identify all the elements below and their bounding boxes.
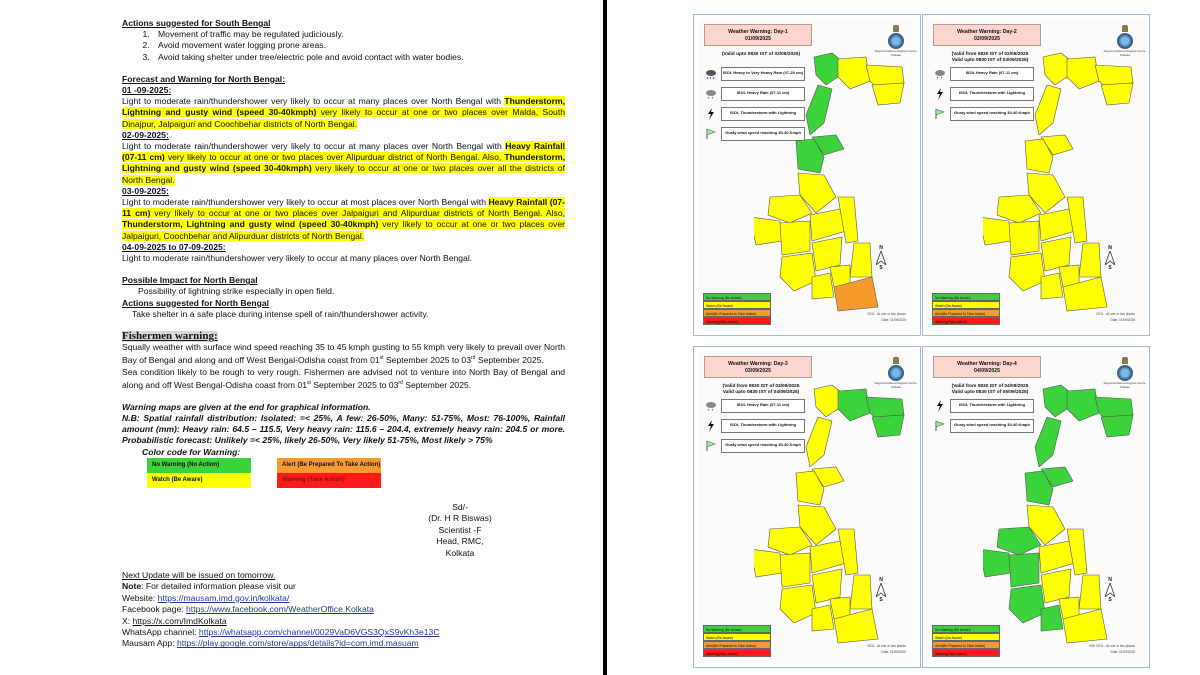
- map-region-jalpaiguri: [838, 389, 870, 421]
- x-link[interactable]: https://x.com/ImdKolkata: [132, 615, 227, 626]
- map-region-coochbehar: [1101, 83, 1133, 105]
- lightning-icon: [934, 87, 946, 101]
- lightning-icon: [705, 419, 717, 433]
- warning-legend-item: No Warning (No Action): [932, 625, 1000, 633]
- map-legend-label: Gusty wind speed reaching 30-40 Kmph: [721, 127, 805, 141]
- warning-legend-item: No Warning (No Action): [703, 293, 771, 301]
- north-impact-title: Possible Impact for North Bengal: [122, 275, 258, 286]
- map-legend-label: Gusty wind speed reaching 30-40 Kmph: [950, 107, 1034, 121]
- north-actions-title: Actions suggested for North Bengal: [122, 297, 270, 308]
- map-region-purulia: [754, 549, 782, 577]
- map-region-paschim-medinipur: [1009, 585, 1045, 623]
- weather-warning-map-day-3: [693, 346, 921, 668]
- rain-cloud-icon: [934, 67, 946, 81]
- imd-logo-icon: [888, 33, 904, 49]
- facebook-link[interactable]: https://www.facebook.com/WeatherOffice.Kolkata: [186, 604, 374, 615]
- warning-legend-item: Watch (Be Aware): [703, 633, 771, 641]
- map-title-box: [704, 24, 812, 46]
- color-code-legend: [122, 458, 565, 492]
- north-impact-text: Possibility of lightning strike especially in open field.: [138, 286, 335, 297]
- map-region-purulia: [983, 549, 1011, 577]
- map-legend-label: ISOL Heavy to Very Heavy Rain (07-20 cm): [721, 67, 805, 81]
- north-arrow-icon: [1105, 583, 1115, 597]
- weather-warning-map-day-1: [693, 14, 921, 336]
- warning-legend-item: Watch (Be Aware): [932, 633, 1000, 641]
- warning-legend-item: Warning(Take Action): [703, 649, 771, 657]
- map-region-paschim-medinipur: [780, 253, 816, 291]
- map-region-purba-medinipur: [1041, 273, 1063, 299]
- warning-legend-item: Alert(Be Prepared to Take Action): [703, 309, 771, 317]
- map-footnote: N.B: ISOL - At one or two places Date: 01/09/2025: [1089, 644, 1135, 654]
- imd-logo-icon: [1117, 33, 1133, 49]
- warning-legend-item: Watch (Be Aware): [703, 301, 771, 309]
- map-region-paschim-medinipur: [780, 585, 816, 623]
- north-arrow: N S: [1103, 577, 1117, 603]
- map-region-paschim-medinipur: [1009, 253, 1045, 291]
- map-region-bardhaman: [1039, 541, 1075, 573]
- imd-logo-icon: [1117, 365, 1133, 381]
- map-region-purba-medinipur: [812, 605, 834, 631]
- map-legend-label: ISOL Heavy Rain (07-11 cm): [721, 399, 805, 413]
- map-title: Weather Warning: Day-1: [728, 29, 788, 35]
- north-actions-text: Take shelter in a safe place during intense spell of rain/thundershower activity.: [132, 308, 429, 319]
- imd-logo-icon: [888, 365, 904, 381]
- x-line: X: https://x.com/ImdKolkata: [122, 615, 227, 626]
- warning-legend-item: Watch (Be Aware): [932, 301, 1000, 309]
- map-region-hooghly: [1041, 569, 1071, 603]
- forecast-paragraph: Light to moderate rain/thundershower very likely to occur at many places over North Bengal with Heavy Rainfall (07-11 cm) very likely to occur at one or two places over Alipurduar district of North Bengal. Also, Thunderstorm, Lightning and gusty wind (speed 30-40kmph) very likely to occur at one or two places over all the districts of North Bengal.: [122, 141, 565, 185]
- map-title: Weather Warning: Day-2: [957, 29, 1017, 35]
- whatsapp-line: WhatsApp channel: https://whatsapp.com/channel/0029VaD6VGS3QxS9vKh3e13C: [122, 627, 440, 638]
- map-region-purba-medinipur: [812, 273, 834, 299]
- weather-warning-map-day-2: [922, 14, 1150, 336]
- fishermen-warning-title: Fishermen warning:: [122, 330, 218, 343]
- app-line: Mausam App: https://play.google.com/store/apps/details?id=com.imd.masuam: [122, 638, 419, 649]
- note-line: Note: For detailed information please visit our: [122, 581, 296, 592]
- map-region-bardhaman: [1039, 209, 1075, 241]
- signature-block: [422, 502, 498, 559]
- map-legend-label: ISOL Heavy Rain (07-11 cm): [950, 67, 1034, 81]
- map-validity: (Valid from 0830 IST of 02/09/2025 Valid upto 0830 IST of 03/09/2025): [951, 52, 1029, 63]
- map-region-bardhaman: [810, 209, 846, 241]
- lightning-icon: [705, 107, 717, 121]
- map-title-box: [933, 24, 1041, 46]
- map-region-north-24-parganas: [1079, 243, 1101, 277]
- map-legend-label: ISOL Thunderstorm with Lightning: [950, 399, 1034, 413]
- map-date: 03/09/2025: [745, 368, 771, 374]
- lightning-icon: [934, 399, 946, 413]
- map-legend-label: ISOL Heavy Rain (07-11 cm): [721, 87, 805, 101]
- north-arrow: N S: [874, 245, 888, 271]
- map-region-coochbehar: [1101, 415, 1133, 437]
- forecast-paragraph: Light to moderate rain/thundershower very likely to occur at many places over North Bengal.: [122, 253, 473, 264]
- warning-legend-item: Alert(Be Prepared to Take Action): [932, 309, 1000, 317]
- map-title: Weather Warning: Day-4: [957, 361, 1017, 367]
- fishermen-paragraph: Sea condition likely to be rough to very rough. Fishermen are advised not to venture into North Bay of Bengal and along and off West Bengal-Odisha coast from 01st September 2025 to 03rd September 2025.: [122, 366, 565, 390]
- map-region-jalpaiguri: [1067, 57, 1099, 89]
- warning-legend-item: Warning(Take Action): [932, 317, 1000, 325]
- map-region-uttar-dinajpur: [1035, 417, 1061, 467]
- map-title: Weather Warning: Day-3: [728, 361, 788, 367]
- page-divider: [603, 0, 607, 675]
- org-name: Regional Meteorological Centre, Kolkata: [1103, 381, 1147, 389]
- gusty-wind-flag-icon: [934, 419, 946, 433]
- map-region-bankura: [780, 221, 810, 255]
- map-date: 01/09/2025: [745, 36, 771, 42]
- map-validity: (Valid from 0830 IST of 03/09/2025 Valid upto 0830 IST of 04/09/2025): [722, 384, 800, 395]
- map-region-hooghly: [812, 237, 842, 271]
- website-line: Website: https://mausam.imd.gov.in/kolkata/: [122, 592, 290, 603]
- map-footnote: ISOL - At one or two places Date: 01/09/2025: [867, 644, 906, 654]
- signature-office: Head, RMC, Kolkata: [436, 536, 484, 558]
- forecast-date: 03-09-2025:: [122, 185, 169, 196]
- list-item: 2. Avoid movement water logging prone areas.: [152, 40, 565, 51]
- color-code-watch: Watch (Be Aware): [147, 473, 251, 488]
- weather-warning-map-day-4: [922, 346, 1150, 668]
- color-code-title: Color code for Warning:: [142, 446, 241, 457]
- west-bengal-warning-map: [754, 45, 914, 315]
- forecast-date: 02-09-2025:: [122, 129, 169, 140]
- west-bengal-warning-map: [754, 377, 914, 647]
- warning-legend-item: Alert(Be Prepared to Take Action): [703, 641, 771, 649]
- org-name: Regional Meteorological Centre, Kolkata: [1103, 49, 1147, 57]
- north-arrow-icon: [1105, 251, 1115, 265]
- map-region-north-24-parganas: [850, 243, 872, 277]
- map-date: 02/09/2025: [974, 36, 1000, 42]
- map-region-alipurduar: [1095, 65, 1133, 85]
- map-region-bardhaman: [810, 541, 846, 573]
- list-item: 3. Avoid taking shelter under tree/electric pole and avoid contact with water bodies.: [152, 52, 565, 63]
- warning-color-legend: [703, 293, 771, 325]
- map-region-purulia: [983, 217, 1011, 245]
- facebook-line: Facebook page: https://www.facebook.com/WeatherOffice.Kolkata: [122, 604, 374, 615]
- warning-legend-item: No Warning (No Action): [703, 625, 771, 633]
- list-item: 1. Movement of traffic may be regulated judiciously.: [152, 29, 565, 40]
- ashoka-emblem-icon: [1122, 25, 1128, 32]
- gusty-wind-flag-icon: [705, 127, 717, 141]
- nb-note: N.B: Spatial rainfall distribution: Isolated: =< 25%, A few: 26-50%, Many: 51-75%, Most: 76-100%, Rainfall amount (mm): Heavy rain: 64.5 – 115.5, Very heavy rain: 115.6 – 204.4, extremely heavy rain: 204.5 or more. Probabilistic forecast: Unlikely =< 25%, likely 26-50%, Very likely 51-75%, Most likely > 75%: [122, 413, 565, 446]
- north-arrow: N S: [874, 577, 888, 603]
- org-name: Regional Meteorological Centre, Kolkata: [874, 381, 918, 389]
- gusty-wind-flag-icon: [934, 107, 946, 121]
- imd-emblem: [874, 357, 918, 389]
- north-arrow-icon: [876, 583, 886, 597]
- map-region-uttar-dinajpur: [806, 417, 832, 467]
- rain-cloud-icon: [705, 399, 717, 413]
- forecast-date: 04-09-2025 to 07-09-2025:: [122, 241, 226, 252]
- whatsapp-link[interactable]: https://whatsapp.com/channel/0029VaD6VGS3QxS9vKh3e13C: [198, 627, 440, 638]
- north-arrow: N S: [1103, 245, 1117, 271]
- warning-color-legend: [932, 625, 1000, 657]
- signature-sd: Sd/-: [452, 502, 468, 512]
- app-link[interactable]: https://play.google.com/store/apps/details?id=com.imd.masuam: [176, 638, 419, 649]
- forecast-paragraph: Light to moderate rain/thundershower very likely to occur at most places over North Bengal with Heavy Rainfall (07-11 cm) very likely to occur at one or two places over Jalpaiguri and Alipurduar districts of North Bengal. Also, Thunderstorm, Lightning and gusty wind (speed 30-40kmph) very likely to occur at one or two places over Jalpaiguri, Coochbehar and Alipurduar districts of North Bengal.: [122, 197, 565, 241]
- heavy-rain-cloud-icon: [705, 67, 717, 81]
- website-link[interactable]: https://mausam.imd.gov.in/kolkata/: [157, 592, 290, 603]
- forecast-paragraph: Light to moderate rain/thundershower very likely to occur at many places over North Bengal with Thunderstorm, Lightning and gusty wind (speed 30-40kmph) very likely to occur at one or two places over Malda, South Dinajpur, Jalpaiguri and Coochbehar districts of North Bengal.: [122, 96, 565, 129]
- map-region-coochbehar: [872, 83, 904, 105]
- map-validity: (Valid from 0830 IST of 04/09/2025 Valid upto 0830 IST of 05/09/2025): [951, 384, 1029, 395]
- signature-name: (Dr. H R Biswas): [428, 513, 492, 524]
- west-bengal-warning-map: [983, 45, 1143, 315]
- warning-color-legend: [703, 625, 771, 657]
- bulletin-text: [122, 18, 565, 492]
- map-footnote: ISOL - At one or two places Date: 31/08/2025: [867, 312, 906, 322]
- fishermen-paragraph: Squally weather with surface wind speed reaching 35 to 45 kmph gusting to 55 kmph very likely to prevail over North Bay of Bengal and along and off West Bengal-Odisha coast from 01st September 2025 to 03rd September 2025.: [122, 342, 565, 366]
- map-region-jalpaiguri: [838, 57, 870, 89]
- map-validity: (Valid upto 0830 IST of 02/09/2025): [721, 52, 801, 57]
- map-region-purulia: [754, 217, 782, 245]
- map-region-bankura: [780, 553, 810, 587]
- warning-color-legend: [932, 293, 1000, 325]
- color-code-warning: Warning (Take Action): [277, 473, 381, 488]
- map-region-jalpaiguri: [1067, 389, 1099, 421]
- north-forecast-title: Forecast and Warning for North Bengal:: [122, 73, 285, 84]
- map-region-alipurduar: [1095, 397, 1133, 417]
- imd-emblem: [1103, 357, 1147, 389]
- warning-legend-item: Warning(Take Action): [703, 317, 771, 325]
- map-legend-label: ISOL Thunderstorm with Lightning: [721, 107, 805, 121]
- warning-legend-item: Alert(Be Prepared to Take Action): [932, 641, 1000, 649]
- south-actions-title: Actions suggested for South Bengal: [122, 18, 271, 28]
- map-region-north-24-parganas: [1079, 575, 1101, 609]
- map-region-bankura: [1009, 553, 1039, 587]
- map-region-alipurduar: [866, 65, 904, 85]
- map-legend-label: ISOL Thunderstorm with Lightning: [950, 87, 1034, 101]
- map-legend-label: Gusty wind speed reaching 30-40 Kmph: [950, 419, 1034, 433]
- map-region-north-24-parganas: [850, 575, 872, 609]
- ashoka-emblem-icon: [893, 357, 899, 364]
- map-title-box: [704, 356, 812, 378]
- map-region-alipurduar: [866, 397, 904, 417]
- next-update-text: Next Update will be issued on tomorrow.: [122, 570, 276, 580]
- map-region-hooghly: [1041, 237, 1071, 271]
- org-name: Regional Meteorological Centre, Kolkata: [874, 49, 918, 57]
- imd-emblem: [874, 25, 918, 57]
- color-code-alert: Alert (Be Prepared To Take Action): [277, 458, 381, 473]
- color-code-no-warning: No Warning (No Action): [147, 458, 251, 473]
- map-legend-label: ISOL Thunderstorm with Lightning: [721, 419, 805, 433]
- imd-emblem: [1103, 25, 1147, 57]
- map-region-purba-medinipur: [1041, 605, 1063, 631]
- map-region-uttar-dinajpur: [806, 85, 832, 135]
- footer-links: [122, 570, 440, 650]
- ashoka-emblem-icon: [1122, 357, 1128, 364]
- map-region-uttar-dinajpur: [1035, 85, 1061, 135]
- gusty-wind-flag-icon: [705, 439, 717, 453]
- rain-cloud-icon: [705, 87, 717, 101]
- north-arrow-icon: [876, 251, 886, 265]
- forecast-date: 01 -09-2025:: [122, 85, 172, 96]
- map-footnote: ISOL - At one or two places Date: 01/09/2025: [1096, 312, 1135, 322]
- south-actions-list: [152, 29, 565, 63]
- maps-note: Warning maps are given at the end for graphical information.: [122, 401, 371, 412]
- map-legend-label: Gusty wind speed reaching 30-40 Kmph: [721, 439, 805, 453]
- west-bengal-warning-map: [983, 377, 1143, 647]
- map-region-bankura: [1009, 221, 1039, 255]
- warning-legend-item: No Warning (No Action): [932, 293, 1000, 301]
- warning-legend-item: Warning(Take Action): [932, 649, 1000, 657]
- ashoka-emblem-icon: [893, 25, 899, 32]
- map-region-coochbehar: [872, 415, 904, 437]
- map-title-box: [933, 356, 1041, 378]
- map-date: 04/09/2025: [974, 368, 1000, 374]
- map-region-hooghly: [812, 569, 842, 603]
- signature-designation: Scientist -F: [438, 524, 482, 535]
